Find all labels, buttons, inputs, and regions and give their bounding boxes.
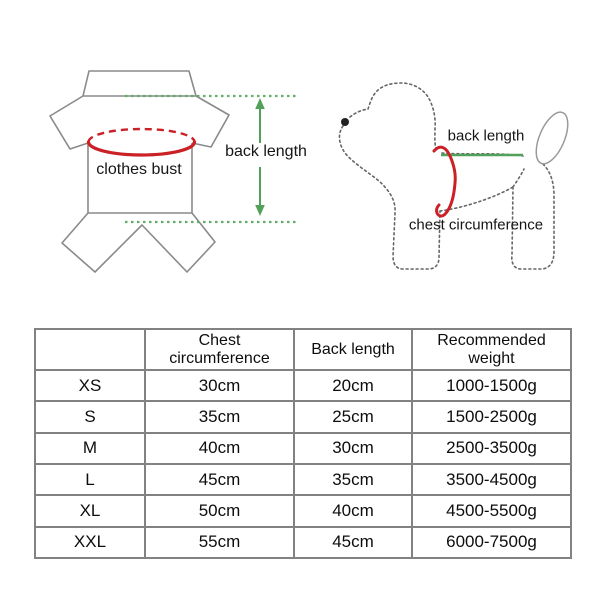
size-cell: L	[35, 464, 145, 495]
dog-chest-circumference-label: chest circumference	[408, 216, 544, 234]
arrow-head-up	[255, 98, 265, 109]
size-cell: S	[35, 401, 145, 432]
header-back-length: Back length	[294, 329, 412, 370]
table-row	[35, 464, 571, 495]
dog-chest-front-leg	[339, 126, 440, 269]
back-cell: 45cm	[294, 527, 412, 558]
weight-cell: 1000-1500g	[412, 370, 571, 401]
chest-cell: 45cm	[145, 464, 294, 495]
garment-left-sleeve	[50, 96, 88, 149]
table-row	[35, 527, 571, 558]
chest-cell: 55cm	[145, 527, 294, 558]
dog-head	[350, 83, 438, 152]
back-cell: 25cm	[294, 401, 412, 432]
size-cell: XL	[35, 495, 145, 526]
table-row	[35, 401, 571, 432]
garment-back-length-label: back length	[225, 143, 307, 160]
back-cell: 40cm	[294, 495, 412, 526]
dog-outline	[339, 83, 554, 269]
dog-tail	[530, 108, 575, 168]
size-cell: XS	[35, 370, 145, 401]
back-cell: 20cm	[294, 370, 412, 401]
table-row	[35, 433, 571, 464]
chest-cell: 35cm	[145, 401, 294, 432]
garment-collar	[83, 71, 196, 96]
dog-chest-arc	[434, 147, 455, 216]
chest-cell: 30cm	[145, 370, 294, 401]
weight-cell: 1500-2500g	[412, 401, 571, 432]
chest-cell: 40cm	[145, 433, 294, 464]
garment-right-sleeve	[192, 96, 229, 147]
size-cell: M	[35, 433, 145, 464]
dog-hip-crease	[513, 169, 524, 187]
weight-cell: 6000-7500g	[412, 527, 571, 558]
table-header-row	[35, 329, 571, 370]
table-row	[35, 370, 571, 401]
weight-cell: 4500-5500g	[412, 495, 571, 526]
weight-cell: 2500-3500g	[412, 433, 571, 464]
back-cell: 35cm	[294, 464, 412, 495]
header-chest-text: Chest circumference	[169, 331, 270, 367]
arrow-head-down	[255, 205, 265, 216]
header-weight-text: Recommended weight	[437, 331, 546, 367]
bust-ellipse-dashed-top	[89, 129, 195, 142]
header-size	[35, 329, 145, 370]
size-chart-table	[34, 328, 572, 559]
header-recommended-weight	[412, 329, 571, 370]
header-chest-circumference	[145, 329, 294, 370]
table-row	[35, 495, 571, 526]
dog-nose-dot	[341, 118, 349, 126]
clothes-bust-label: clothes bust	[96, 161, 182, 178]
size-cell: XXL	[35, 527, 145, 558]
bust-ellipse-solid-bottom	[89, 142, 195, 155]
dog-back-length-label: back length	[447, 127, 525, 145]
weight-cell: 3500-4500g	[412, 464, 571, 495]
back-cell: 30cm	[294, 433, 412, 464]
chest-cell: 50cm	[145, 495, 294, 526]
